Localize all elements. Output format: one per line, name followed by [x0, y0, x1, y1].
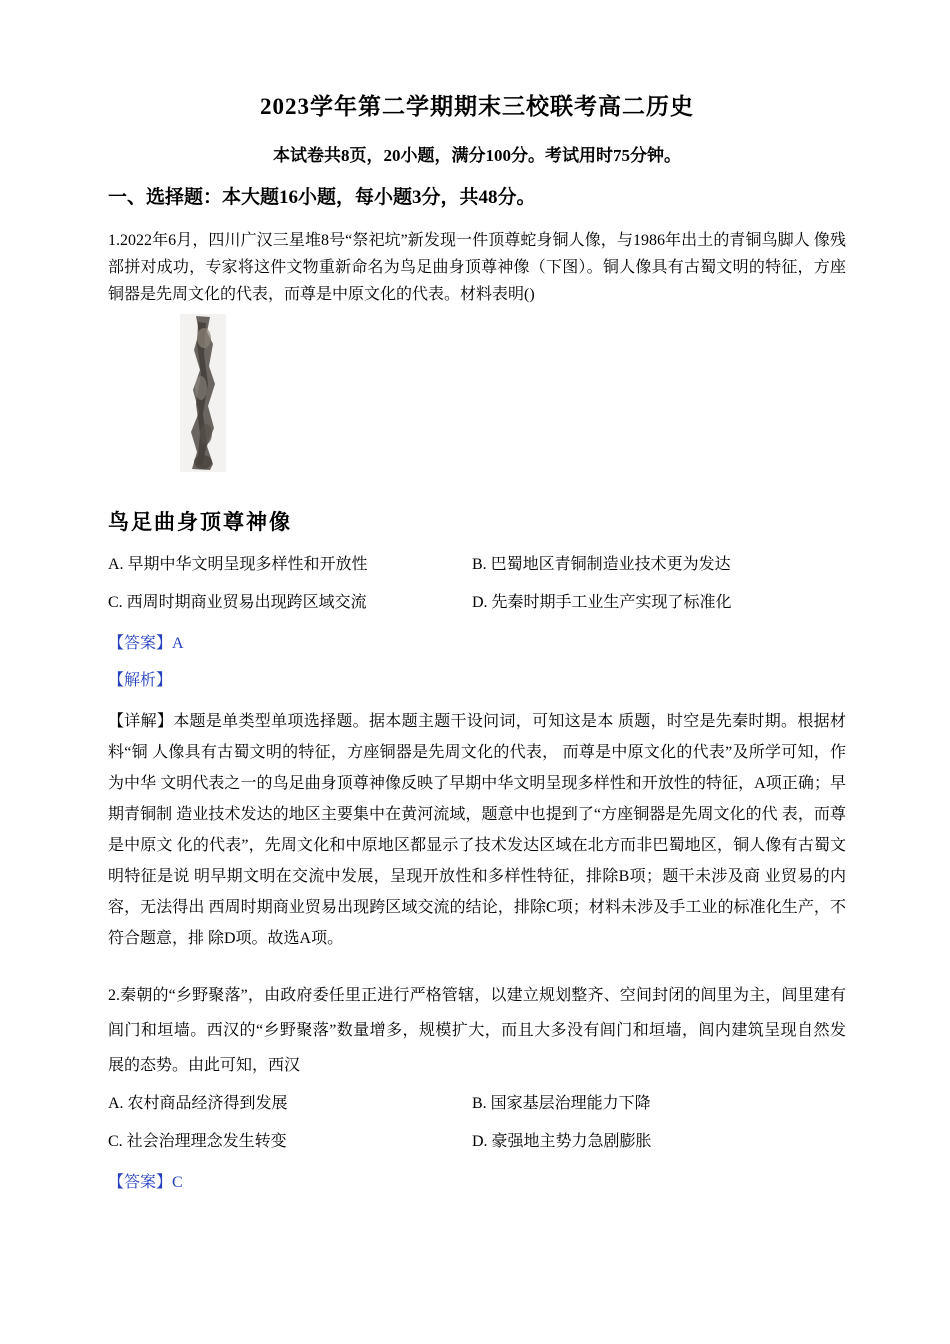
figure-caption: 鸟足曲身顶尊神像 [108, 510, 292, 534]
option-row [108, 1093, 846, 1115]
q1-option-d: D. 先秦时期手工业生产实现了标准化 [472, 594, 732, 611]
q1-analysis-label: 【解析】 [108, 672, 173, 689]
option-row [108, 554, 846, 576]
artifact-figure [180, 314, 846, 474]
exam-title: 2023学年第二学期期末三校联考高二历史 [260, 94, 694, 119]
q1-option-a: A. 早期中华文明呈现多样性和开放性 [108, 556, 368, 573]
option-row [108, 592, 846, 614]
section-heading: 一、选择题：本大题16小题，每小题3分，共48分。 [108, 187, 536, 208]
q1-option-c: C. 西周时期商业贸易出现跨区域交流 [108, 594, 367, 611]
bronze-artifact-image [180, 314, 226, 472]
q1-detail-explanation: 【详解】本题是单类型单项选择题。据本题主题干设问词，可知这是本 质题，时空是先秦时期。根据材料“铜 人像具有古蜀文明的特征，方座铜器是先周文化的代表， 而尊是中原文化的代表”及所学可知，作为中华 文明代表之一的鸟足曲身顶尊神像反映了早期中华文明呈现多样性和开放性的特征，A项正确；早期青铜制 造业技术发达的地区主要集中在黄河流域，题意中也提到了“方座铜器是先周文化的代 表，而尊是中原文 化的代表”，先周文化和中原地区都显示了技术发达区域在北方而非巴蜀地区，铜人像有古蜀文明特征是说 明早期文明在交流中发展，呈现开放性和多样性特征，排除B项；题干未涉及商 业贸易的内容，无法得出 西周时期商业贸易出现跨区域交流的结论，排除C项；材料未涉及手工业的标准化生产，不符合题意，排 除D项。故选A项。 [108, 713, 846, 947]
question2-options [108, 1093, 846, 1153]
q2-option-d: D. 豪强地主势力急剧膨胀 [472, 1133, 652, 1150]
q1-answer: 【答案】A [108, 635, 184, 652]
question1-stem: 1.2022年6月，四川广汉三星堆8号“祭祀坑”新发现一件顶尊蛇身铜人像，与1986年出土的青铜鸟脚人 像残部拼对成功，专家将这件文物重新命名为鸟足曲身顶尊神像（下图）。铜人像具有古蜀文明的特征，方座 铜器是先周文化的代表，而尊是中原文化的代表。材料表明() [108, 232, 846, 303]
question1-options [108, 554, 846, 614]
q2-option-a: A. 农村商品经济得到发展 [108, 1095, 288, 1112]
question2-stem: 2.秦朝的“乡野聚落”，由政府委任里正进行严格管辖，以建立规划整齐、空间封闭的闾里为主，闾里建有 闾门和垣墙。西汉的“乡野聚落”数量增多，规模扩大，而且大多没有闾门和垣墙，闾内建筑呈现自然发 展的态势。由此可知，西汉 [108, 987, 846, 1074]
q2-answer: 【答案】C [108, 1174, 183, 1191]
option-row [108, 1131, 846, 1153]
q1-option-b: B. 巴蜀地区青铜制造业技术更为发达 [472, 556, 731, 573]
q2-option-b: B. 国家基层治理能力下降 [472, 1095, 651, 1112]
exam-subtitle: 本试卷共8页，20小题，满分100分。考试用时75分钟。 [273, 146, 681, 165]
q2-option-c: C. 社会治理理念发生转变 [108, 1133, 287, 1150]
